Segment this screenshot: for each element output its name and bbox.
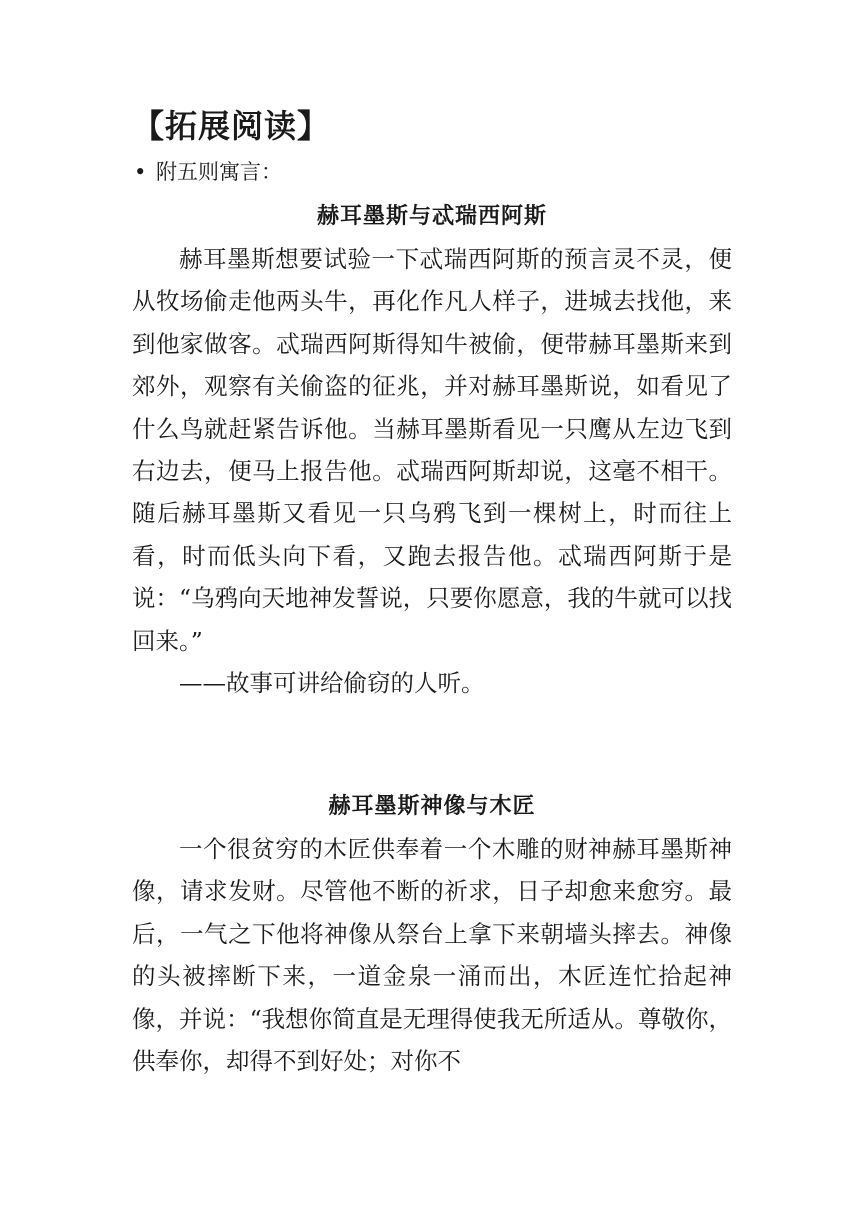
fable-1 xyxy=(132,196,732,704)
section-note xyxy=(134,154,282,190)
fable-moral: ——故事可讲给偷窃的人听。 xyxy=(179,669,485,698)
fable-body: 赫耳墨斯想要试验一下忒瑞西阿斯的预言灵不灵，便从牧场偷走他两头牛，再化作凡人样子，进城去找他，来到他家做客。忒瑞西阿斯得知牛被偷，便带赫耳墨斯来到郊外，观察有关偷盗的征兆，并对赫耳墨斯说，如看见了什么鸟就赶紧告诉他。当赫耳墨斯看见一只鹰从左边飞到右边去，便马上报告他。忒瑞西阿斯却说，这毫不相干。随后赫耳墨斯又看见一只乌鸦飞到一棵树上，时而往上看，时而低头向下看，又跑去报告他。忒瑞西阿斯于是说：“乌鸦向天地神发誓说，只要你愿意，我的牛就可以找回来。” xyxy=(132,245,732,655)
fable-title: 赫耳墨斯神像与木匠 xyxy=(328,793,536,819)
bullet-icon: • xyxy=(134,160,147,184)
section-heading: 【拓展阅读】 xyxy=(132,107,331,145)
fable-2 xyxy=(132,786,732,1082)
fable-title: 赫耳墨斯与忒瑞西阿斯 xyxy=(316,203,547,229)
section-note-text: 附五则寓言： xyxy=(156,160,282,184)
fable-body: 一个很贫穷的木匠供奉着一个木雕的财神赫耳墨斯神像，请求发财。尽管他不断的祈求，日子却愈来愈穷。最后，一气之下他将神像从祭台上拿下来朝墙头摔去。神像的头被摔断下来，一道金泉一涌而出，木匠连忙拾起神像，并说：“我想你简直是无理得使我无所适从。尊敬你，供奉你，却得不到好处；对你不 xyxy=(132,835,732,1076)
